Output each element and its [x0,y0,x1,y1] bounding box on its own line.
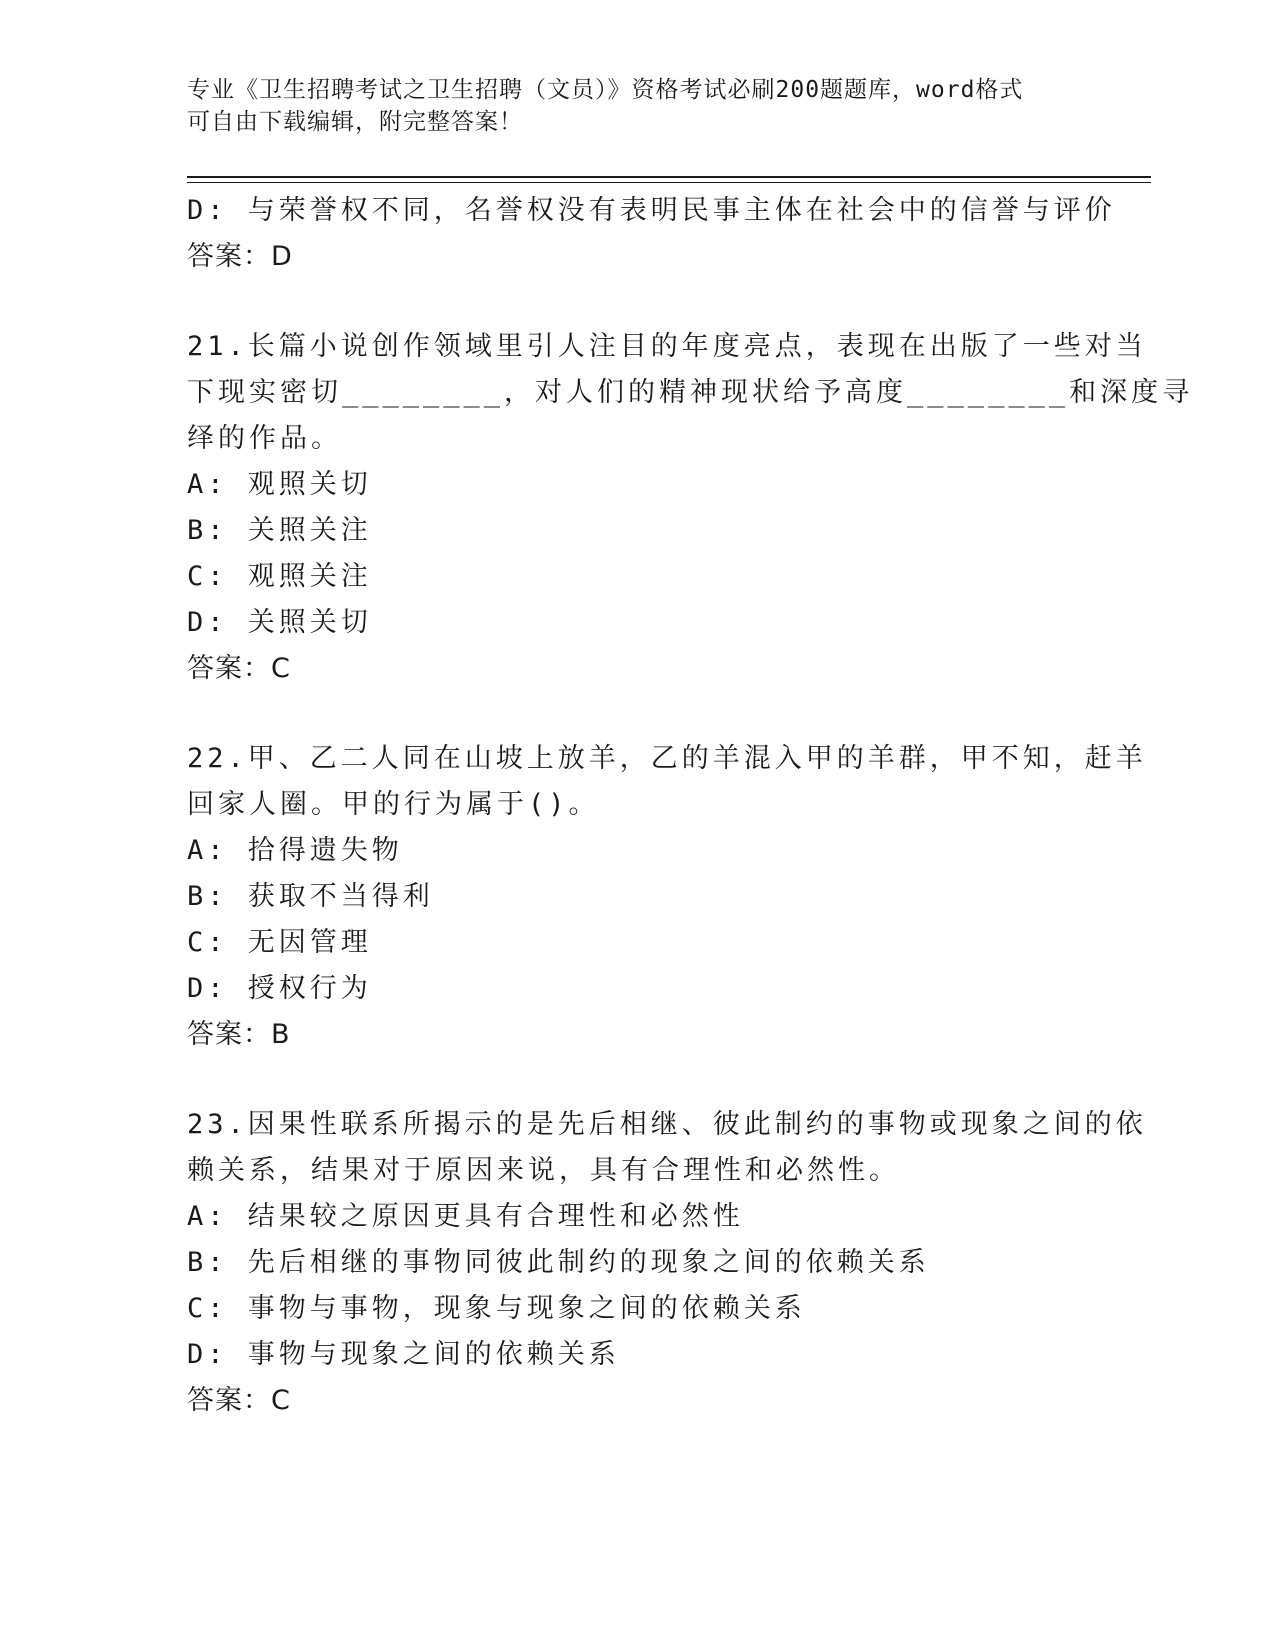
option-a: A: 观照关切 [187,469,372,500]
page-header [187,74,1067,138]
option-c: C: 事物与事物，现象与现象之间的依赖关系 [187,1293,806,1324]
question-stem-line: 绎的作品。 [187,423,342,454]
option-b: B: 关照关注 [187,515,372,546]
previous-question-tail [187,188,1116,280]
question-spacer [187,280,1077,324]
question-stem-line: 22.甲、乙二人同在山坡上放羊，乙的羊混入甲的羊群，甲不知，赶羊 [187,743,1147,774]
answer-line: 答案：D [187,241,293,272]
question-spacer [187,692,1077,736]
question-list [187,188,1194,1424]
option-b: B: 获取不当得利 [187,881,434,912]
answer-line: 答案：B [187,1019,291,1050]
option-a: A: 拾得遗失物 [187,835,403,866]
option-d: D: 授权行为 [187,973,372,1004]
question-23 [187,1102,1147,1424]
question-stem-line: 回家人圈。甲的行为属于()。 [187,789,600,820]
question-stem-line: 23.因果性联系所揭示的是先后相继、彼此制约的事物或现象之间的依 [187,1109,1147,1140]
header-title-line-2: 可自由下载编辑，附完整答案！ [187,109,523,135]
option-a: A: 结果较之原因更具有合理性和必然性 [187,1201,744,1232]
option-d: D: 与荣誉权不同，名誉权没有表明民事主体在社会中的信誉与评价 [187,195,1116,226]
header-title-line-1: 专业《卫生招聘考试之卫生招聘（文员）》资格考试必刷200题题库，word格式 [187,77,1024,103]
question-stem-line: 下现实密切________，对人们的精神现状给予高度________和深度寻 [187,377,1194,408]
question-spacer [187,1058,1077,1102]
option-c: C: 无因管理 [187,927,372,958]
question-22 [187,736,1147,1058]
question-stem-line: 21.长篇小说创作领域里引人注目的年度亮点，表现在出版了一些对当 [187,331,1147,362]
answer-line: 答案：C [187,653,291,684]
header-divider-thick [187,176,1151,178]
option-c: C: 观照关注 [187,561,372,592]
option-d: D: 关照关切 [187,607,372,638]
answer-line: 答案：C [187,1385,291,1416]
option-b: B: 先后相继的事物同彼此制约的现象之间的依赖关系 [187,1247,930,1278]
question-21 [187,324,1194,692]
question-stem-line: 赖关系，结果对于原因来说，具有合理性和必然性。 [187,1155,900,1186]
header-divider-thin [187,182,1151,183]
option-d: D: 事物与现象之间的依赖关系 [187,1339,620,1370]
